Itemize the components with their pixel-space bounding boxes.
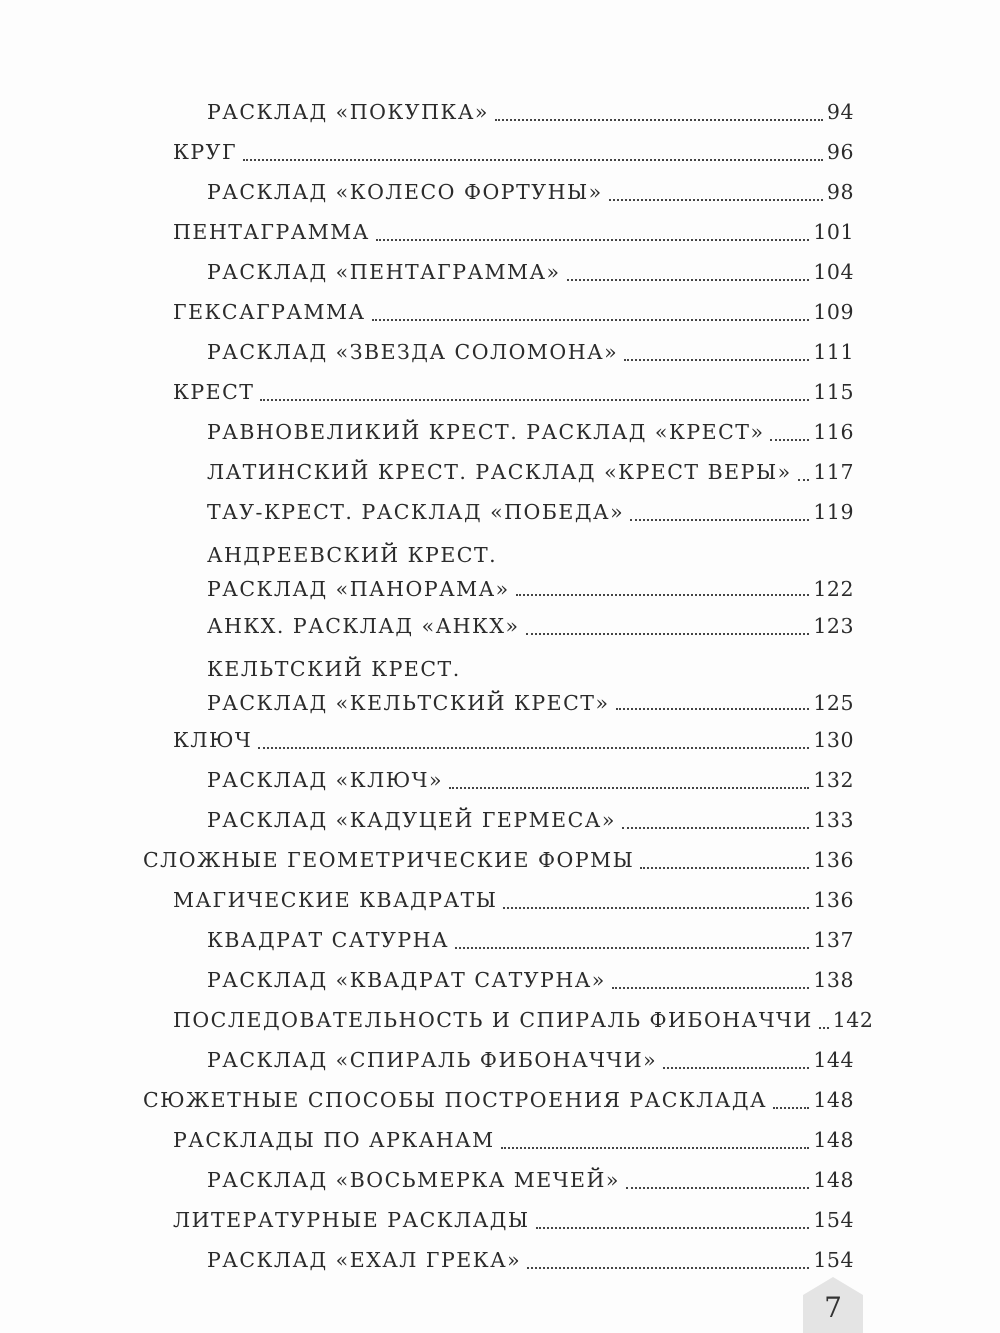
toc-entry-title-line: РАСКЛАД «ЕХАЛ ГРЕКА» — [207, 1248, 522, 1272]
toc-entry-title — [173, 372, 254, 412]
toc-entry-title — [143, 840, 634, 880]
dot-leader — [609, 199, 823, 201]
toc-page-number: 138 — [813, 968, 854, 992]
toc-entry[interactable] — [143, 840, 854, 880]
toc-entry-title-line: КВАДРАТ САТУРНА — [207, 928, 450, 952]
toc-page-number: 98 — [826, 180, 854, 204]
toc-entry[interactable] — [207, 172, 854, 212]
toc-entry-title-line: РАСКЛАД «ВОСЬМЕРКА МЕЧЕЙ» — [207, 1168, 620, 1192]
toc-page-number: 104 — [813, 260, 854, 284]
toc-entry[interactable] — [207, 492, 854, 532]
toc-entry-title — [173, 1200, 530, 1240]
toc-entry-title — [207, 1160, 620, 1200]
toc-entry-title-line: РАСКЛАД «КЕЛЬТСКИЙ КРЕСТ» — [207, 691, 610, 715]
toc-entry[interactable] — [143, 1080, 854, 1120]
toc-entry-title-line: ГЕКСАГРАММА — [173, 300, 366, 324]
toc-entry[interactable] — [207, 412, 854, 452]
dot-leader — [622, 827, 809, 829]
toc-entry-title-line: ТАУ-КРЕСТ. РАСКЛАД «ПОБЕДА» — [207, 500, 625, 524]
dot-leader — [770, 439, 809, 441]
toc-entry-title-line: ПЕНТАГРАММА — [173, 220, 370, 244]
toc-entry-title-line: АНКХ. РАСКЛАД «АНКХ» — [207, 614, 520, 638]
toc-entry-title-line: СЛОЖНЫЕ ГЕОМЕТРИЧЕСКИЕ ФОРМЫ — [143, 848, 635, 872]
toc-entry-title — [173, 132, 237, 172]
toc-entry[interactable] — [173, 212, 854, 252]
toc-entry-title — [207, 800, 616, 840]
toc-entry-title-line: КЛЮЧ — [173, 728, 253, 752]
toc-entry-title — [207, 652, 610, 720]
toc-entry-title-line: РАСКЛАД «КВАДРАТ САТУРНА» — [207, 968, 606, 992]
toc-entry-title-line: РАСКЛАД «КАДУЦЕЙ ГЕРМЕСА» — [207, 808, 616, 832]
dot-leader — [630, 519, 809, 521]
toc-entry-title-line: КРЕСТ — [173, 380, 255, 404]
toc-entry[interactable] — [207, 760, 854, 800]
toc-page-number: 133 — [813, 808, 854, 832]
toc-page-number: 142 — [832, 1008, 874, 1032]
toc-entry-title — [207, 760, 443, 800]
toc-page-number: 94 — [826, 100, 854, 124]
dot-leader — [495, 119, 823, 121]
toc-entry-title-line: РАСКЛАД «ПОКУПКА» — [207, 100, 489, 124]
toc-entry[interactable] — [173, 292, 854, 332]
toc-page-number: 144 — [813, 1048, 854, 1072]
toc-page-number: 123 — [813, 614, 854, 638]
toc-entry-title-line: ПОСЛЕДОВАТЕЛЬНОСТЬ И СПИРАЛЬ ФИБОНАЧЧИ — [173, 1008, 813, 1032]
toc-entry-title — [173, 720, 252, 760]
toc-page-number: 154 — [813, 1248, 854, 1272]
toc-entry-title-line: ЛАТИНСКИЙ КРЕСТ. РАСКЛАД «КРЕСТ ВЕРЫ» — [207, 460, 792, 484]
toc-entry[interactable] — [207, 1040, 854, 1080]
toc-page-number: 137 — [813, 928, 854, 952]
dot-leader — [527, 1267, 809, 1269]
dot-leader — [503, 907, 809, 909]
toc-page-number: 116 — [813, 420, 854, 444]
dot-leader — [567, 279, 810, 281]
toc-entry[interactable] — [207, 252, 854, 292]
toc-entry[interactable] — [207, 538, 854, 606]
toc-entry-title — [207, 332, 618, 372]
toc-entry-title — [173, 292, 366, 332]
dot-leader — [526, 633, 810, 635]
toc-entry-title-line: РАСКЛАД «ЗВЕЗДА СОЛОМОНА» — [207, 340, 619, 364]
toc-page-number: 117 — [813, 460, 854, 484]
toc-entry[interactable] — [207, 1240, 854, 1280]
dot-leader — [612, 987, 810, 989]
toc-entry[interactable] — [207, 800, 854, 840]
dot-leader — [260, 399, 809, 401]
table-of-contents — [0, 92, 1000, 1280]
toc-page-number: 148 — [813, 1168, 854, 1192]
toc-entry-title — [207, 252, 561, 292]
dot-leader — [372, 319, 810, 321]
toc-page-number: 148 — [813, 1088, 854, 1112]
toc-entry-title — [173, 880, 497, 920]
toc-page-number: 130 — [813, 728, 854, 752]
page-number: 7 — [824, 1291, 842, 1324]
dot-leader — [501, 1147, 810, 1149]
dot-leader — [243, 159, 823, 161]
toc-entry-title — [143, 1080, 767, 1120]
dot-leader — [516, 594, 810, 596]
toc-entry-title — [207, 1240, 521, 1280]
toc-entry-title — [207, 1040, 657, 1080]
toc-entry-title — [207, 452, 792, 492]
toc-entry-title-line: КРУГ — [173, 140, 238, 164]
toc-entry[interactable] — [173, 132, 854, 172]
dot-leader — [798, 479, 810, 481]
toc-entry-title — [173, 1000, 813, 1040]
toc-page-number: 132 — [813, 768, 854, 792]
toc-page-number: 96 — [826, 140, 854, 164]
toc-page-number: 101 — [813, 220, 854, 244]
toc-page-number: 109 — [813, 300, 854, 324]
dot-leader — [624, 359, 809, 361]
toc-entry-title-line: МАГИЧЕСКИЕ КВАДРАТЫ — [173, 888, 498, 912]
dot-leader — [536, 1227, 810, 1229]
toc-page-number: 115 — [813, 380, 854, 404]
toc-entry-title — [207, 492, 624, 532]
dot-leader — [258, 747, 809, 749]
toc-page-number: 148 — [813, 1128, 854, 1152]
toc-page-number: 111 — [813, 340, 854, 364]
toc-entry[interactable] — [173, 1000, 874, 1040]
toc-page-number: 122 — [813, 577, 854, 601]
toc-entry-title-line: РАСКЛАД «ПАНОРАМА» — [207, 577, 510, 601]
toc-entry-title — [207, 172, 603, 212]
toc-entry-title — [207, 960, 606, 1000]
toc-page-number: 136 — [813, 848, 854, 872]
toc-entry[interactable] — [173, 372, 854, 412]
toc-entry-title — [207, 606, 520, 646]
toc-entry-title — [207, 412, 764, 452]
dot-leader — [773, 1107, 809, 1109]
toc-entry-title-line: ЛИТЕРАТУРНЫЕ РАСКЛАДЫ — [173, 1208, 530, 1232]
toc-entry-title-line: РАСКЛАД «КЛЮЧ» — [207, 768, 444, 792]
toc-entry-title-line: СЮЖЕТНЫЕ СПОСОБЫ ПОСТРОЕНИЯ РАСКЛАДА — [143, 1088, 768, 1112]
dot-leader — [626, 1187, 809, 1189]
toc-entry[interactable] — [207, 452, 854, 492]
toc-entry[interactable] — [207, 606, 854, 646]
toc-entry-title-line: РАСКЛАДЫ ПО АРКАНАМ — [173, 1128, 495, 1152]
toc-entry[interactable] — [207, 332, 854, 372]
toc-entry[interactable] — [207, 652, 854, 720]
toc-page-number: 125 — [813, 691, 854, 715]
toc-entry-title — [207, 538, 510, 606]
toc-entry[interactable] — [207, 920, 854, 960]
dot-leader — [376, 239, 810, 241]
toc-entry[interactable] — [207, 960, 854, 1000]
dot-leader — [455, 947, 809, 949]
dot-leader — [640, 867, 809, 869]
toc-entry-title — [207, 92, 489, 132]
toc-entry[interactable] — [173, 880, 854, 920]
dot-leader — [616, 708, 810, 710]
toc-page-number: 119 — [813, 500, 854, 524]
page-folio — [799, 1277, 867, 1333]
toc-entry[interactable] — [173, 720, 854, 760]
toc-entry[interactable] — [207, 1160, 854, 1200]
toc-entry-title-line: РАВНОВЕЛИКИЙ КРЕСТ. РАСКЛАД «КРЕСТ» — [207, 420, 765, 444]
dot-leader — [449, 787, 809, 789]
toc-entry-title-line: РАСКЛАД «КОЛЕСО ФОРТУНЫ» — [207, 180, 603, 204]
toc-entry-title — [173, 212, 370, 252]
dot-leader — [663, 1067, 809, 1069]
toc-entry-title-line: КЕЛЬТСКИЙ КРЕСТ. — [207, 657, 461, 681]
toc-entry[interactable] — [207, 92, 854, 132]
toc-entry-title — [173, 1120, 495, 1160]
toc-entry-title-line: АНДРЕЕВСКИЙ КРЕСТ. — [207, 543, 498, 567]
toc-page-number: 136 — [813, 888, 854, 912]
toc-entry[interactable] — [173, 1120, 854, 1160]
toc-entry-title — [207, 920, 449, 960]
toc-entry-title-line: РАСКЛАД «ПЕНТАГРАММА» — [207, 260, 561, 284]
toc-entry[interactable] — [173, 1200, 854, 1240]
toc-entry-title-line: РАСКЛАД «СПИРАЛЬ ФИБОНАЧЧИ» — [207, 1048, 658, 1072]
toc-page-number: 154 — [813, 1208, 854, 1232]
dot-leader — [819, 1027, 829, 1029]
